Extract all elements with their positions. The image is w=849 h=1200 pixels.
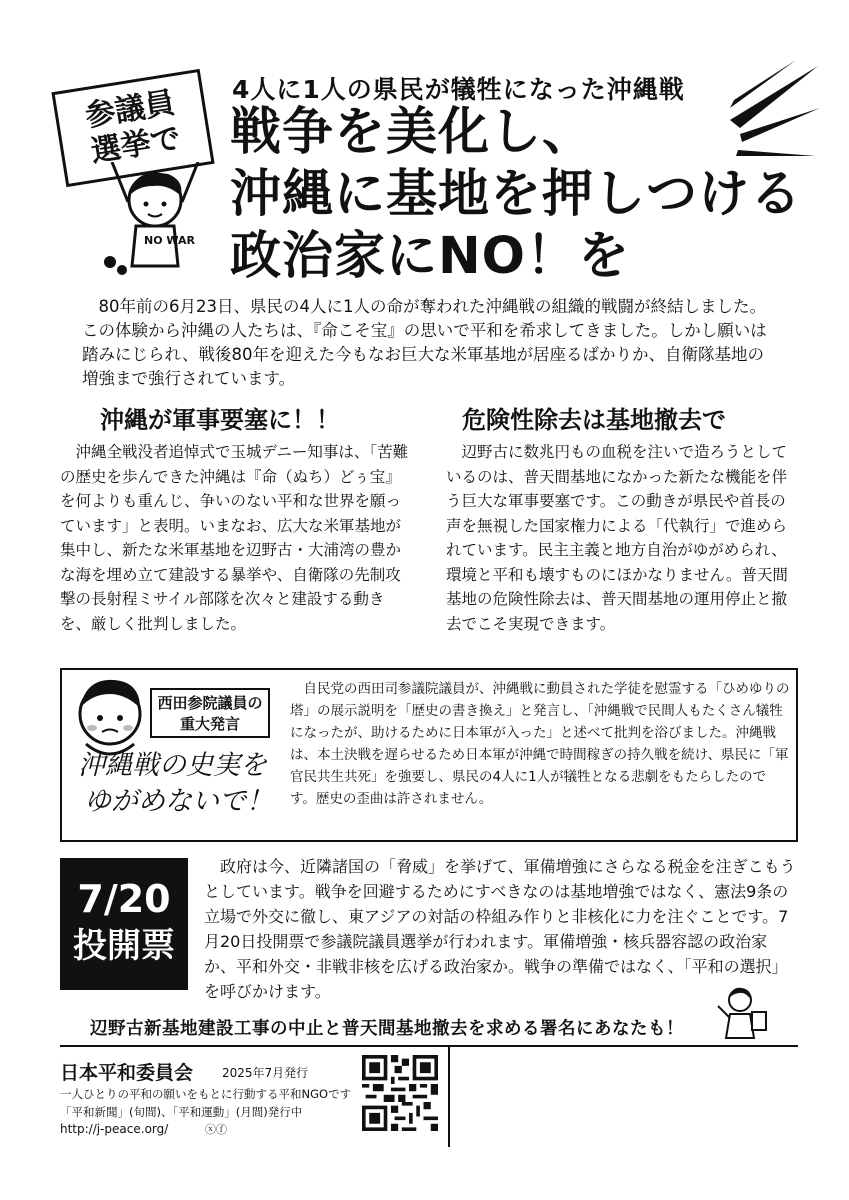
remark-body: 自民党の西田司参議院議員が、沖縄戦に動員された学徒を慰霊する「ひめゆりの塔」の展示説明を「歴史の書き換え」と発言し、「沖縄戦で民間人もたくさん犠牲になったが、助けるために日本軍が入った」と述べて批判を浴びました。沖縄戦は、本土決戦を遅らせるため日本軍が沖縄で時間稼ぎの持久戦を続け、県民に「軍官民共生共死」を強要し、県民の4人に1人が犠牲となる悲劇をもたらしたのです。歴史の歪曲は許されません。	[290, 681, 790, 807]
footer-divider	[60, 1045, 798, 1047]
organization-name: 日本平和委員会	[60, 1062, 194, 1084]
website-link[interactable]: http://j-peace.org/	[60, 1122, 169, 1136]
publications: 「平和新聞」(旬間)、「平和運動」(月間)発行中	[60, 1105, 303, 1119]
election-body: 政府は今、近隣諸国の「脅威」を挙げて、軍備増強にさらなる税金を注ぎこもうとしています。戦争を回避するためにすべきなのは基地増強ではなく、憲法9条の立場で外交に徹し、東アジアの対話の枠組み作りと非核化に力を注ぐことです。7月20日投開票で参議院議員選挙が行われます。軍備増強・核兵器容認の政治家か、平和外交・非戦非核を広げる政治家か。戦争の準備ではなく、「平和の選択」を呼びかけます。	[204, 857, 796, 1001]
remark-label-line-1: 西田参院議員の	[157, 694, 263, 712]
intro-paragraph: 80年前の6月23日、県民の4人に1人の命が奪われた沖縄戦の組織的戦闘が終結しました。この体験から沖縄の人たちは、『命こそ宝』の思いで平和を希求してきました。しかし願いは踏みにじられ、戦後80年を迎えた今もなお巨大な米軍基地が居座るばかりか、自衛隊基地の増強まで強行されています。	[82, 297, 767, 388]
child-illustration	[98, 162, 208, 282]
handwritten-slogan	[78, 748, 273, 820]
left-column-body: 沖縄全戦没者追悼式で玉城デニー知事は、「苦難の歴史を歩んできた沖縄は『命（ぬち）どぅ宝』を何よりも重んじ、争いのない平和な世界を願っています」と表明。いまなお、広大な米軍基地が集中し、新たな米軍基地を辺野古・大浦湾の豊かな海を埋め立て建設する暴挙や、自衛隊の先制攻撃の長射程ミサイル部隊を次々と建設する動きを、厳しく批判しました。	[60, 443, 409, 633]
headline-line-1: 戦争を美化し、	[230, 103, 595, 162]
election-label: 投開票	[73, 926, 175, 966]
headline-line-3: 政治家にNO！を	[230, 227, 631, 286]
handwritten-line-1: 沖縄戦の史実を	[78, 750, 267, 781]
handwritten-line-2: ゆがめないで！	[84, 786, 273, 817]
right-column-body: 辺野古に数兆円もの血税を注いで造ろうとしているのは、普天間基地になかった新たな機能を伴う巨大な軍事要塞です。この動きが県民や首長の声を無視した国家権力による「代執行」で進められています。民主主義と地方自治がゆがめられ、環境と平和も壊すものにほかなりません。普天間基地の危険性除去は、普天間基地の運用停止と撤去でこそ実現できます。	[446, 443, 788, 633]
social-icons[interactable]: ⓧⓕ	[205, 1123, 227, 1136]
person-illustration	[712, 982, 772, 1042]
sign-line-2: 選挙で	[88, 120, 183, 170]
footer-vertical-divider	[448, 1047, 450, 1147]
sign-line-1: 参議員	[82, 85, 178, 135]
petition-call: 辺野古新基地建設工事の中止と普天間基地撤去を求める署名にあなたも！	[90, 1019, 684, 1039]
election-date-badge	[60, 858, 188, 990]
headline-line-2: 沖縄に基地を押しつける	[230, 165, 803, 224]
org-tagline: 一人ひとりの平和の願いをもとに行動する平和NGOです	[60, 1087, 352, 1101]
right-column-heading: 危険性除去は基地撤去で	[462, 406, 726, 434]
left-column-heading: 沖縄が軍事要塞に！！	[100, 406, 340, 434]
issue-date: 2025年7月発行	[222, 1066, 309, 1080]
election-date: 7/20	[77, 877, 171, 921]
remark-label-line-2: 重大発言	[179, 715, 240, 733]
remark-label	[150, 688, 270, 738]
emphasis-rays	[700, 60, 820, 180]
headline-kicker: 4人に1人の県民が犠牲になった沖縄戦	[232, 75, 685, 104]
qr-code[interactable]	[362, 1055, 438, 1131]
shirt-text: NO WAR	[144, 234, 196, 247]
